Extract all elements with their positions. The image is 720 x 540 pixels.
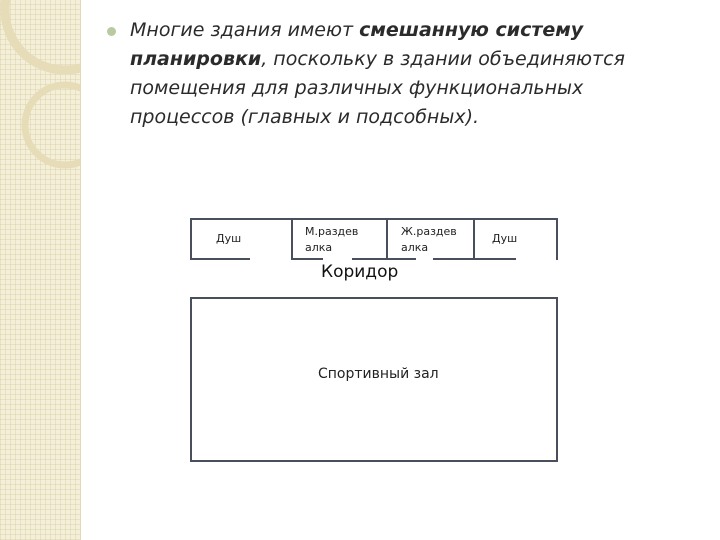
rooms-top-wall [190,218,558,220]
bullet-icon [107,27,116,36]
rooms-bottom-wall-2 [291,258,323,260]
partition-2 [386,218,388,260]
rooms-bottom-wall-3 [352,258,416,260]
room-male-line1: М.раздев [305,225,359,238]
room-shower-right: Душ [492,232,518,245]
room-female-changing [401,224,457,256]
room-female-line2: алка [401,241,429,254]
rooms-bottom-wall-4 [433,258,516,260]
slide-paragraph [130,16,690,132]
room-female-line1: Ж.раздев [401,225,457,238]
corridor-label: Коридор [321,262,399,282]
sidebar-circles-decoration [0,0,80,540]
rooms-bottom-wall-1 [190,258,250,260]
rooms-right-wall [556,218,558,260]
partition-1 [291,218,293,260]
sports-hall-label: Спортивный зал [318,366,439,382]
partition-3 [473,218,475,260]
paragraph-part1: Многие здания имеют [130,19,360,41]
rooms-left-wall [190,218,192,260]
paragraph-part2: , поскольку в здании объединяются помещения для различных функциональных процессов (главных и подсобных). [130,48,625,128]
decorative-sidebar [0,0,81,540]
paragraph-bold-term: смешанную систему планировки [130,19,584,70]
room-shower-left: Душ [216,232,242,245]
room-male-line2: алка [305,241,333,254]
room-male-changing [305,224,358,256]
